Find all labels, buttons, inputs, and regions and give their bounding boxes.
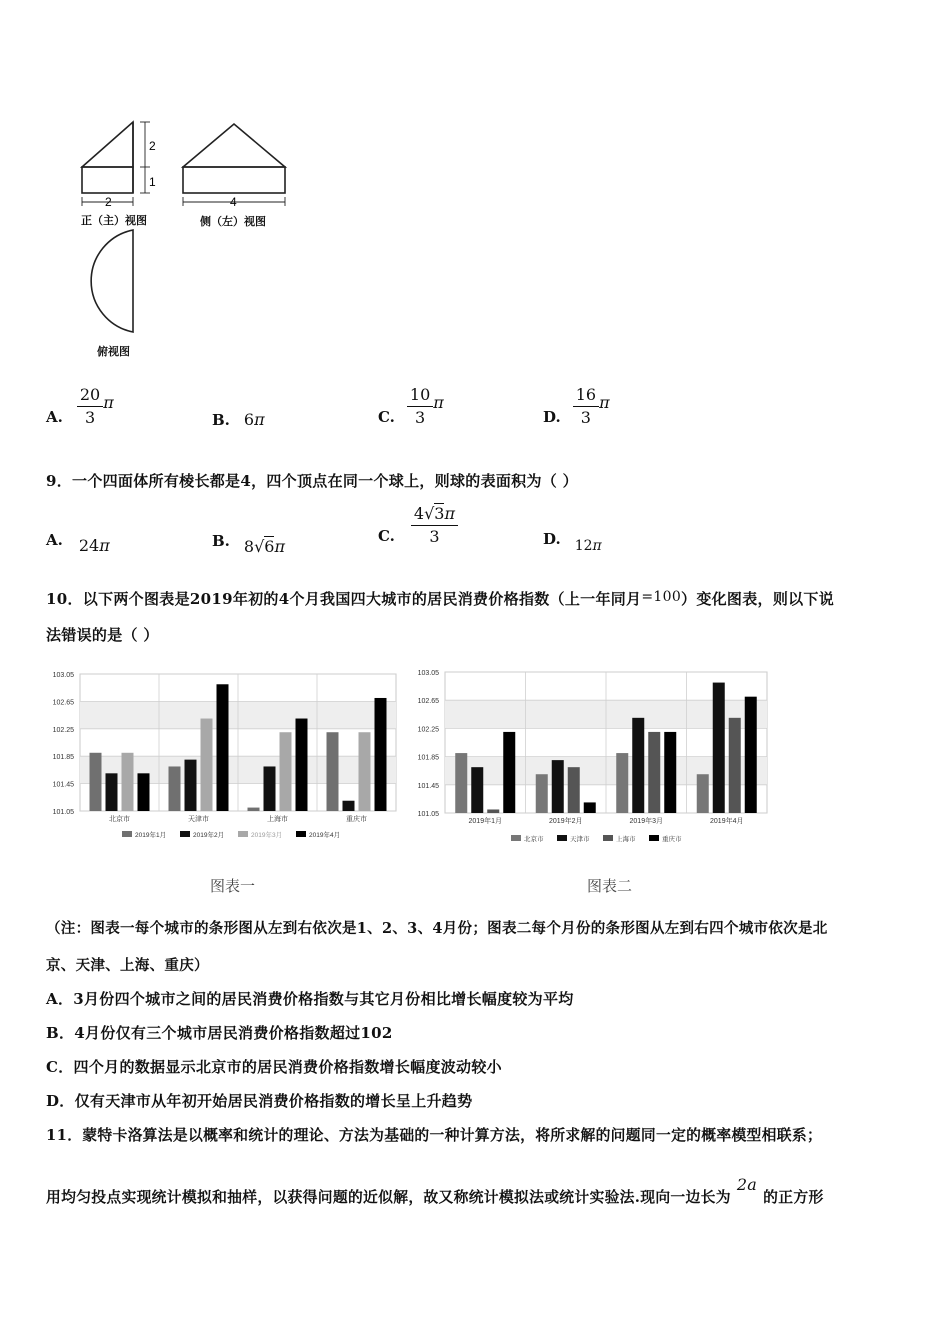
front-dim-2: 2 (149, 139, 156, 153)
legend-label: 2019年1月 (135, 832, 167, 839)
side-dim-bottom: 4 (230, 195, 237, 209)
bar (552, 760, 564, 813)
y-tick-label: 101.85 (417, 754, 439, 762)
bar (280, 732, 292, 811)
three-view-figure (70, 110, 310, 370)
pi-symbol: π (433, 393, 444, 413)
y-tick-label: 101.85 (52, 754, 74, 762)
q11-stem-line2 (46, 1175, 824, 1207)
legend-label: 天津市 (570, 836, 590, 843)
q8-option-c[interactable] (378, 386, 444, 428)
x-tick-label: 2019年1月 (468, 818, 502, 825)
bar (201, 719, 213, 811)
q10-stem-line2: 法错误的是（ ） (46, 626, 159, 644)
q9-option-c[interactable] (378, 505, 458, 547)
bar (713, 683, 725, 813)
q8-option-b[interactable] (212, 410, 265, 429)
bar (471, 767, 483, 813)
pi-symbol: π (103, 393, 114, 413)
bar (632, 718, 644, 813)
q8-option-a[interactable] (46, 386, 114, 428)
bar (697, 774, 709, 813)
bar (648, 732, 660, 813)
radicand: 6 (264, 537, 275, 556)
q11-stem-math: 2a (736, 1175, 758, 1194)
bar (455, 753, 467, 813)
front-dim-bottom: 2 (105, 195, 112, 209)
x-tick-label: 2019年4月 (710, 818, 744, 825)
pi-symbol: π (599, 393, 610, 413)
option-label: A. (46, 531, 63, 549)
legend-label: 上海市 (616, 836, 636, 843)
bar (106, 773, 118, 811)
bar (264, 766, 276, 811)
sqrt-icon: √ (254, 537, 265, 556)
bar (327, 732, 339, 811)
bar (122, 753, 134, 811)
bar (729, 718, 741, 813)
bar (568, 767, 580, 813)
option-label: A. (46, 407, 63, 426)
legend-swatch (296, 831, 306, 837)
q10-stem-text-a: 10．以下两个图表是2019年初的4个月我国四大城市的居民消费价格指数（上一年同月 (46, 590, 642, 608)
pi-symbol: π (444, 504, 455, 523)
bar (185, 760, 197, 811)
q9-option-a[interactable] (46, 530, 110, 555)
x-tick-label: 天津市 (188, 816, 209, 823)
q10-stem-line1 (46, 588, 834, 609)
bar (536, 774, 548, 813)
legend-label: 北京市 (524, 836, 544, 843)
legend-label: 2019年2月 (193, 832, 225, 839)
y-tick-label: 103.05 (52, 672, 74, 679)
q10-option-d[interactable]: D．仅有天津市从年初开始居民消费价格指数的增长呈上升趋势 (46, 1092, 473, 1110)
y-tick-label: 101.05 (417, 811, 439, 818)
legend-label: 2019年4月 (309, 832, 341, 839)
bar (90, 753, 102, 811)
bar (248, 808, 260, 811)
legend-swatch (603, 835, 613, 841)
q10-note-line1: （注：图表一每个城市的条形图从左到右依次是1、2、3、4月份；图表二每个月份的条形图从左到右四个城市依次是北 (46, 920, 828, 937)
y-tick-label: 102.25 (417, 726, 439, 734)
y-tick-label: 102.25 (52, 726, 74, 734)
bar (296, 719, 308, 811)
option-coefficient: 8 (243, 537, 255, 556)
top-view-drawing (91, 230, 133, 332)
q10-stem-text-b: ）变化图表，则以下说 (681, 590, 835, 608)
option-label: D. (543, 530, 561, 548)
bar (169, 766, 181, 811)
front-view-drawing (82, 122, 150, 206)
q10-option-b[interactable]: B．4月份仅有三个城市居民消费价格指数超过102 (46, 1024, 393, 1042)
q8-option-d[interactable] (543, 386, 610, 428)
fraction-denominator: 3 (429, 527, 440, 547)
sqrt-icon: √ (424, 504, 435, 523)
q11-stem-text-a: 用均匀投点实现统计模拟和抽样，以获得问题的近似解，故又称统计模拟法或统计实验法.现向一边长为 (46, 1189, 731, 1206)
fraction-denominator: 3 (414, 408, 426, 428)
y-tick-label: 102.65 (52, 699, 74, 707)
legend-label: 2019年3月 (251, 832, 283, 839)
front-view-label: 正（主）视图 (81, 214, 147, 227)
front-dim-1: 1 (149, 175, 156, 189)
bar (487, 809, 499, 813)
y-tick-label: 101.05 (52, 809, 74, 816)
pi-symbol: π (274, 537, 285, 556)
q10-option-a[interactable]: A．3月份四个城市之间的居民消费价格指数与其它月份相比增长幅度较为平均 (46, 990, 574, 1008)
q10-note-line2: 京、天津、上海、重庆） (46, 957, 209, 974)
bar (503, 732, 515, 813)
bar (616, 753, 628, 813)
x-tick-label: 北京市 (109, 816, 130, 823)
bar (217, 684, 229, 811)
legend-swatch (649, 835, 659, 841)
legend-swatch (511, 835, 521, 841)
x-tick-label: 重庆市 (346, 816, 367, 823)
option-value: 24 (78, 536, 100, 555)
fraction-denominator: 3 (580, 408, 591, 428)
chart-2-caption: 图表二 (587, 877, 633, 895)
top-view-label: 俯视图 (97, 345, 130, 358)
legend-label: 重庆市 (662, 836, 682, 843)
chart-1-caption: 图表一 (210, 877, 256, 895)
option-label: B. (212, 411, 230, 429)
bar (375, 698, 387, 811)
legend-swatch (180, 831, 190, 837)
option-label: C. (378, 407, 395, 426)
option-label: C. (378, 526, 395, 545)
bar (664, 732, 676, 813)
option-label: B. (212, 532, 230, 550)
x-tick-label: 2019年3月 (629, 818, 663, 825)
chart-2 (405, 662, 773, 854)
bar (745, 697, 757, 813)
q9-option-b[interactable] (212, 530, 285, 556)
bar (584, 802, 596, 813)
bar (343, 801, 355, 811)
y-tick-label: 101.45 (52, 781, 74, 789)
legend-swatch (122, 831, 132, 837)
legend-swatch (557, 835, 567, 841)
fraction-numerator: 16 (573, 386, 599, 407)
y-tick-label: 103.05 (417, 670, 439, 677)
radicand: 3 (434, 504, 445, 523)
y-tick-label: 102.65 (417, 698, 439, 706)
bar (359, 732, 371, 811)
q9-stem: 9．一个四面体所有棱长都是4，四个顶点在同一个球上，则球的表面积为（ ） (46, 472, 578, 490)
x-tick-label: 2019年2月 (549, 818, 583, 825)
y-tick-label: 101.45 (417, 782, 439, 790)
option-label: D. (543, 407, 561, 426)
side-view-label: 侧（左）视图 (200, 215, 266, 228)
legend-swatch (238, 831, 248, 837)
fraction-numerator: 10 (407, 386, 433, 407)
bar (138, 773, 150, 811)
q10-stem-math: =100 (641, 589, 682, 605)
chart-1 (42, 662, 402, 850)
option-value: 12 (574, 538, 593, 554)
pi-symbol: π (99, 536, 110, 555)
q11-stem-line1: 11．蒙特卡洛算法是以概率和统计的理论、方法为基础的一种计算方法，将所求解的问题同一定的概率模型相联系； (46, 1127, 823, 1144)
pi-symbol: π (592, 538, 602, 554)
fraction-numerator: 20 (77, 386, 103, 407)
q10-option-c[interactable]: C．四个月的数据显示北京市的居民消费价格指数增长幅度波动较小 (46, 1058, 502, 1076)
q9-option-d[interactable] (543, 530, 602, 554)
option-coefficient: 4 (413, 504, 425, 523)
option-value: 6 (243, 410, 255, 429)
fraction-denominator: 3 (84, 408, 96, 428)
side-view-drawing (183, 124, 285, 206)
pi-symbol: π (254, 410, 265, 429)
q11-stem-text-b: 的正方形 (763, 1189, 824, 1206)
x-tick-label: 上海市 (267, 816, 288, 823)
